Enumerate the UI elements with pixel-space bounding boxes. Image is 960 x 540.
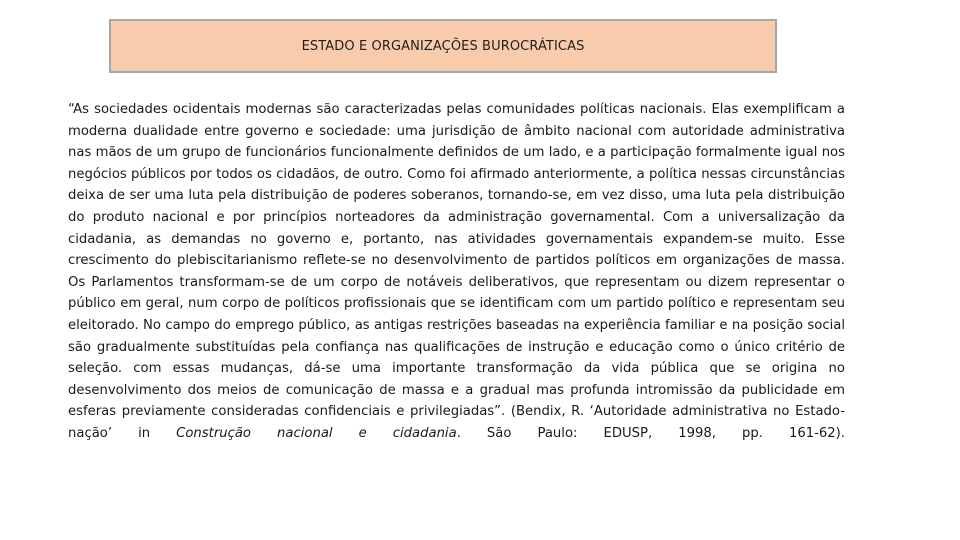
quote-main-text: “As sociedades ocidentais modernas são caracterizadas pelas comunidades políticas nacionais. Elas exemplificam a moderna dualidade entre governo e sociedade: uma jurisdição de âmbito nacional com autoridade administrativa nas mãos de um grupo de funcionários funcionalmente definidos de um lado, e a participação formalmente igual nos negócios públicos por todos os cidadãos, de outro. Como foi afirmado anteriormente, a política nessas circunstâncias deixa de ser uma luta pela distribuição de poderes soberanos, tornando-se, em vez disso, uma luta pela distribuição do produto nacional e por princípios norteadores da administração governamental. Com a universalização da cidadania, as demandas no governo e, portanto, nas atividades governamentais expandem-se muito. Esse crescimento do plebiscitarianismo reflete-se no desenvolvimento de partidos políticos em organizações de massa. Os Parlamentos transformam-se de um corpo de notáveis deliberativos, que representam ou dizem representar o público em geral, num corpo de políticos profissionais que se identificam com um partido político e representam seu eleitorado. No campo do emprego público, as antigas restrições baseadas na experiência familiar e na posição social são gradualmente substituídas pela confiança nas qualificações de instrução e educação como o único critério de seleção. com essas mudanças, dá-se uma importante transformação da vida pública que se origina no desenvolvimento dos meios de comunicação de massa e a gradual mas profunda intromissão da publicidade em esferas previamente consideradas confidenciais e privilegiadas”. (Bendix, R. ‘Autoridade administrativa no Estado-nação’ in [68, 102, 845, 441]
quote-book-title: Construção nacional e cidadania [176, 425, 457, 441]
quote-paragraph [68, 99, 845, 445]
title-box [109, 19, 777, 73]
quote-citation-end: . São Paulo: EDUSP, 1998, pp. 161-62). [456, 425, 846, 441]
slide-title: ESTADO E ORGANIZAÇÕES BUROCRÁTICAS [301, 38, 585, 54]
